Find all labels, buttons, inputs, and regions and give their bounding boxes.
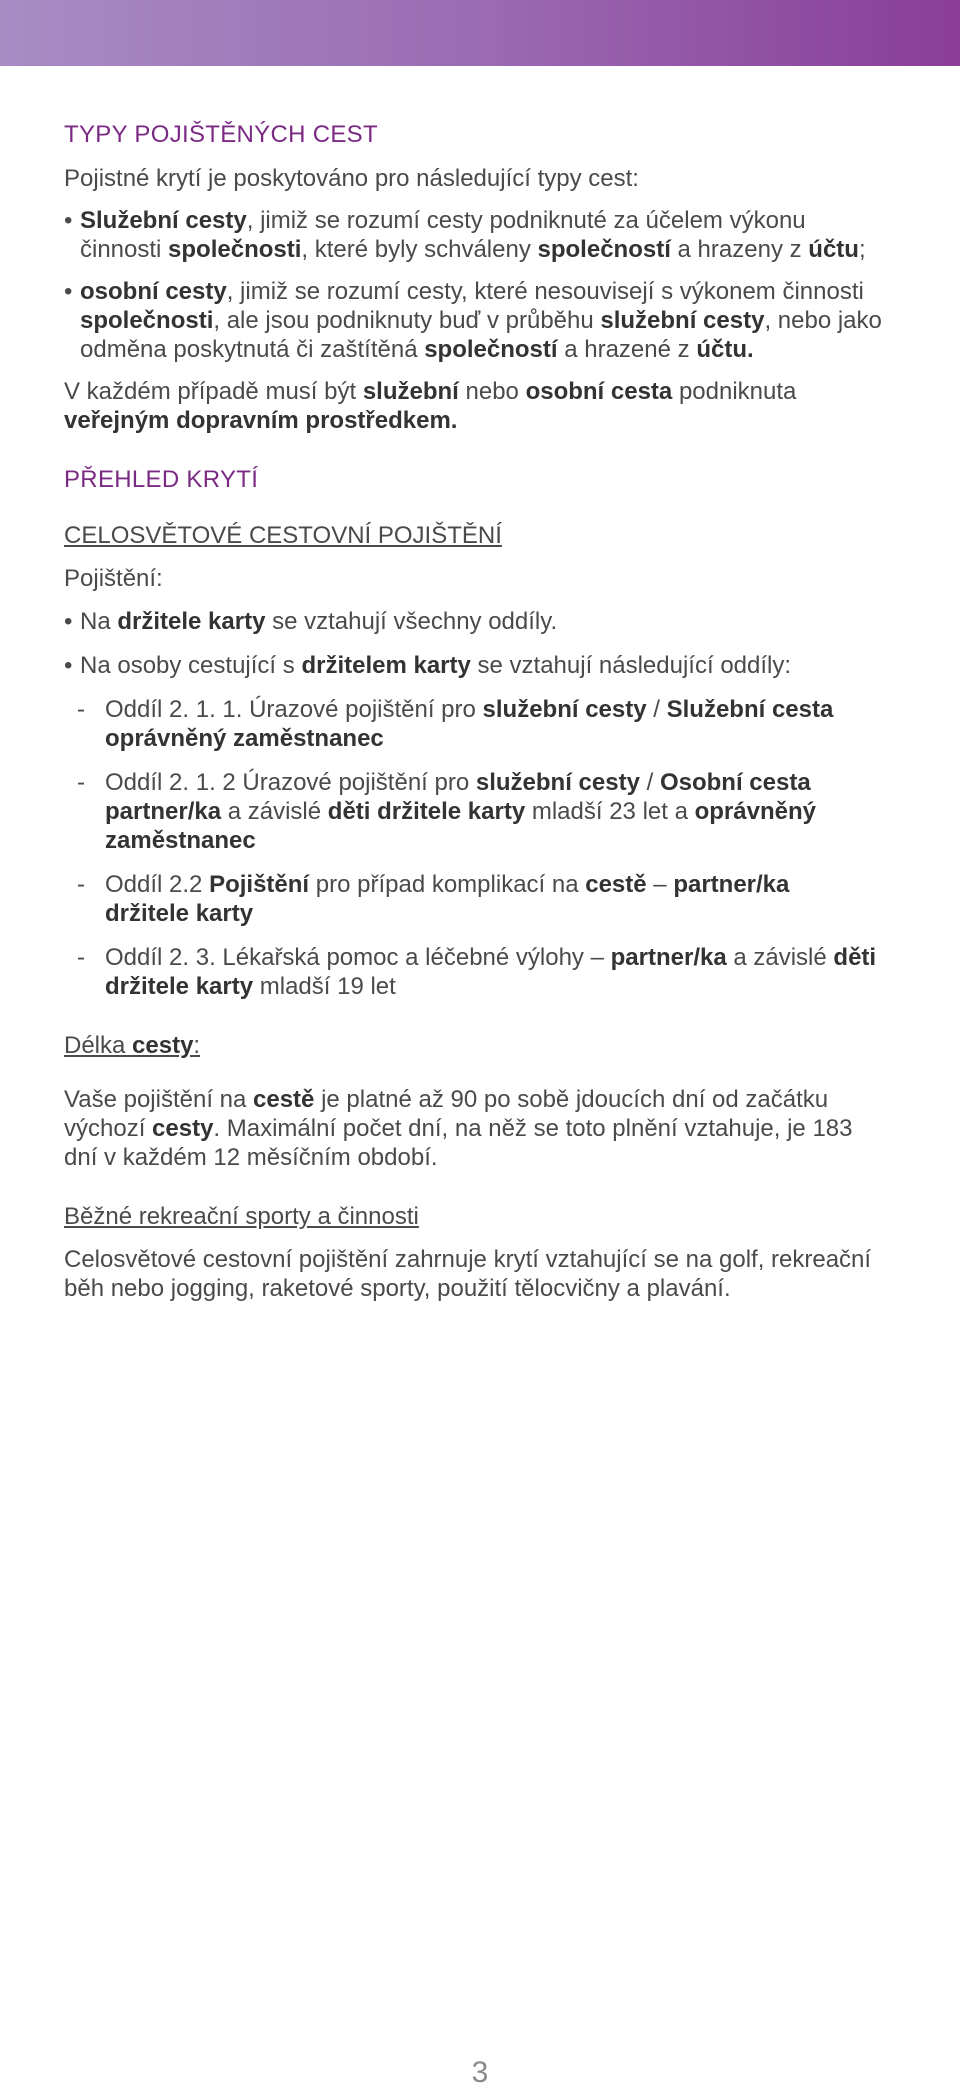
header-gradient-bar [0, 0, 960, 66]
recreational-sports-text: Celosvětové cestovní pojištění zahrnuje krytí vztahující se na golf, rekreační běh nebo jogging, raketové sporty, použití tělocvičny a plavání. [64, 1246, 872, 1302]
coverage-overview-heading: PŘEHLED KRYTÍ [64, 466, 259, 493]
document-body [64, 120, 904, 1303]
bullet-business-trips: • Služební cesty, jimiž se rozumí cesty podniknuté za účelem výkonu činnosti společnosti, které byly schváleny společností a hrazeny z účtu; [64, 206, 870, 264]
recreational-sports-label: Běžné rekreační sporty a činnosti [64, 1203, 419, 1230]
trip-duration-text: Vaše pojištění na cestě je platné až 90 po sobě jdoucích dní od začátku výchozí cesty. Maximální počet dní, na něž se toto plnění vztahuje, je 183 dní v každém 12 měsíčním období. [64, 1086, 853, 1171]
trip-duration-label: Délka cesty: [64, 1032, 201, 1059]
trip-types-heading: TYPY POJIŠTĚNÝCH CEST [64, 121, 378, 148]
section-2-3: - Oddíl 2. 3. Lékařská pomoc a léčebné výlohy – partner/ka a závislé děti držitele karty mladší 19 let [77, 943, 885, 1001]
section-2-2: - Oddíl 2.2 Pojištění pro případ komplikací na cestě – partner/ka držitele karty [77, 870, 865, 928]
bullet-personal-trips: • osobní cesty, jimiž se rozumí cesty, které nesouvisejí s výkonem činnosti společnosti, ale jsou podniknuty buď v průběhu služební cesty, nebo jako odměna poskytnutá či zaštítěná společností a hrazené z účtu. [64, 277, 900, 364]
transport-note: V každém případě musí být služební nebo osobní cesta podniknuta veřejným dopravním prostředkem. [64, 378, 797, 434]
bullet-cardholder: • Na držitele karty se vztahují všechny oddíly. [64, 607, 904, 636]
worldwide-insurance-subheading: CELOSVĚTOVÉ CESTOVNÍ POJIŠTĚNÍ [64, 522, 502, 549]
bullet-travel-companions: • Na osoby cestující s držitelem karty se vztahují následující oddíly: [64, 651, 904, 680]
section-2-1-2: - Oddíl 2. 1. 2 Úrazové pojištění pro služební cesty / Osobní cesta partner/ka a závislé děti držitele karty mladší 23 let a oprávněný zaměstnanec [77, 768, 865, 855]
trip-types-intro: Pojistné krytí je poskytováno pro následující typy cest: [64, 165, 639, 192]
page-number: 3 [471, 2056, 489, 2089]
insured-label: Pojištění: [64, 565, 163, 592]
section-2-1-1: - Oddíl 2. 1. 1. Úrazové pojištění pro služební cesty / Služební cesta oprávněný zaměstnanec [77, 695, 845, 753]
